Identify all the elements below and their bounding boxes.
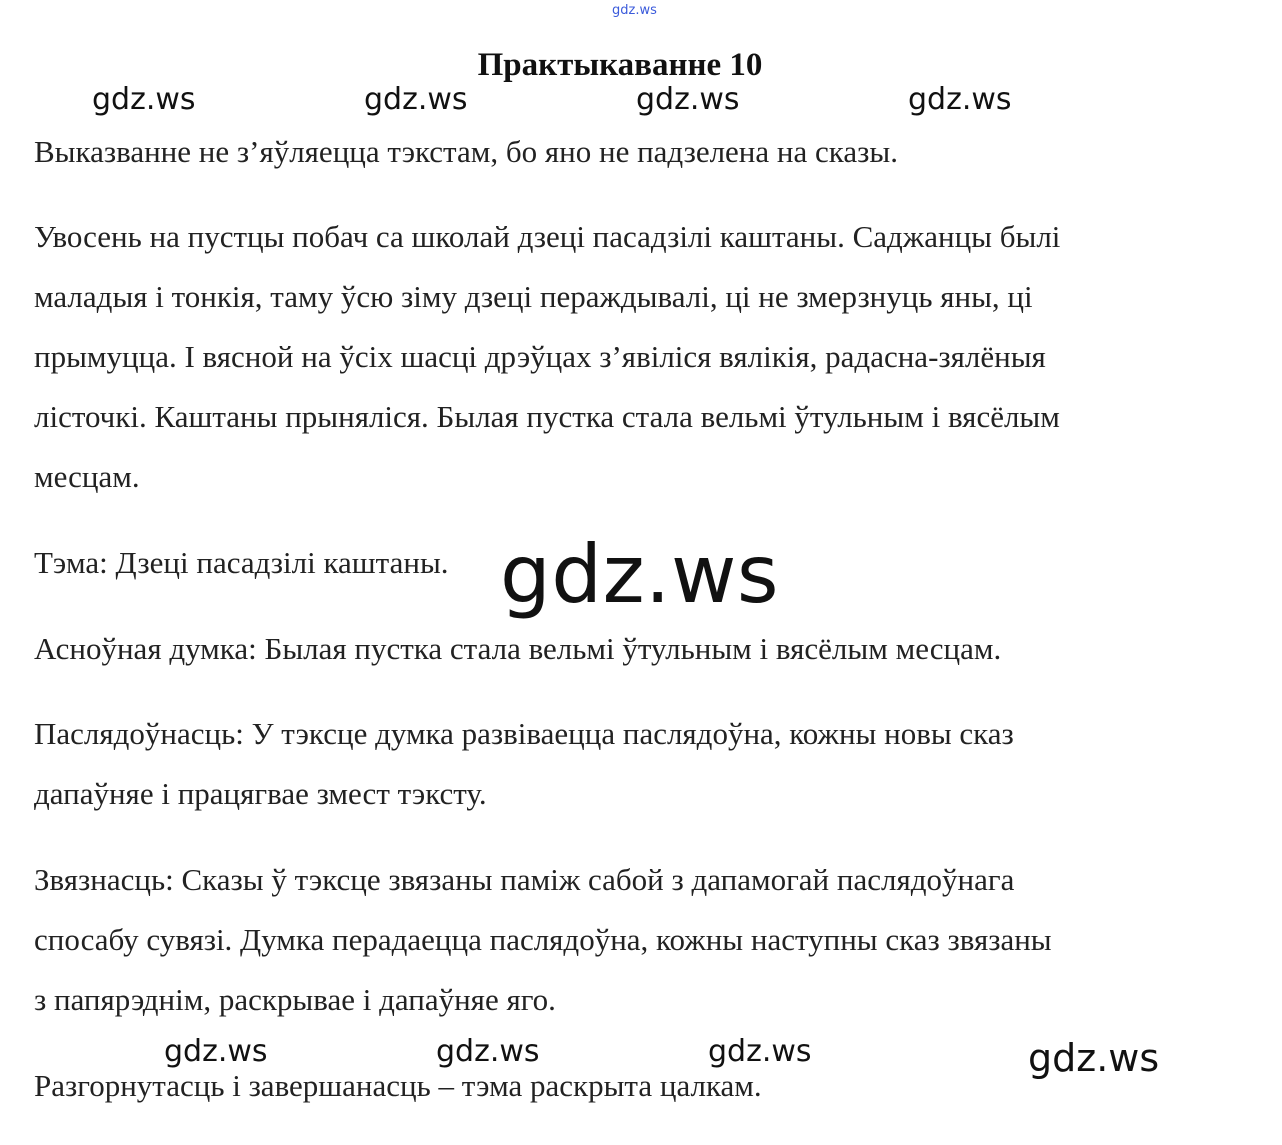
completeness-paragraph: Разгорнутасць і завершанасць – тэма раскрыта цалкам. xyxy=(34,1068,762,1103)
watermark: gdz.ws xyxy=(636,82,740,117)
text-line: маладыя і тонкія, таму ўсю зіму дзеці пераждывалі, ці не змерзнуць яны, ці xyxy=(34,279,1033,314)
watermark: gdz.ws xyxy=(708,1034,812,1069)
text-line: з папярэднім, раскрывае і дапаўняе яго. xyxy=(34,982,556,1017)
text-line: Увосень на пустцы побач са школай дзеці пасадзілі каштаны. Саджанцы былі xyxy=(34,219,1061,254)
main-idea-paragraph: Асноўная думка: Былая пустка стала вельмі ўтульным і вясёлым месцам. xyxy=(34,631,1002,666)
watermark-top[interactable]: gdz.ws xyxy=(612,3,657,18)
text-line: дапаўняе і працягвае змест тэксту. xyxy=(34,776,487,811)
sequence-paragraph xyxy=(34,704,1224,824)
page-title: Практыкаванне 10 xyxy=(477,47,763,83)
watermark: gdz.ws xyxy=(908,82,1012,117)
watermark: gdz.ws xyxy=(436,1034,540,1069)
text-line: месцам. xyxy=(34,459,140,494)
intro-paragraph: Выказванне не з’яўляецца тэкстам, бо яно не падзелена на сказы. xyxy=(34,134,898,169)
text-line: Звязнасць: Сказы ў тэксце звязаны паміж сабой з дапамогай паслядоўнага xyxy=(34,862,1015,897)
watermark: gdz.ws xyxy=(164,1034,268,1069)
watermark-large: gdz.ws xyxy=(500,528,780,621)
watermark: gdz.ws xyxy=(1028,1036,1160,1080)
text-line: Паслядоўнасць: У тэксце думка развіваецца паслядоўна, кожны новы сказ xyxy=(34,716,1014,751)
theme-paragraph: Тэма: Дзеці пасадзілі каштаны. xyxy=(34,545,449,580)
text-line: спосабу сувязі. Думка перадаецца паслядоўна, кожны наступны сказ звязаны xyxy=(34,922,1052,957)
text-paragraph xyxy=(34,207,1224,507)
watermark: gdz.ws xyxy=(364,82,468,117)
watermark: gdz.ws xyxy=(92,82,196,117)
text-line: прымуцца. І вясной на ўсіх шасці дрэўцах з’явіліся вялікія, радасна-зялёныя xyxy=(34,339,1046,374)
coherence-paragraph xyxy=(34,850,1224,1030)
text-line: лісточкі. Каштаны прыняліся. Былая пустка стала вельмі ўтульным і вясёлым xyxy=(34,399,1060,434)
